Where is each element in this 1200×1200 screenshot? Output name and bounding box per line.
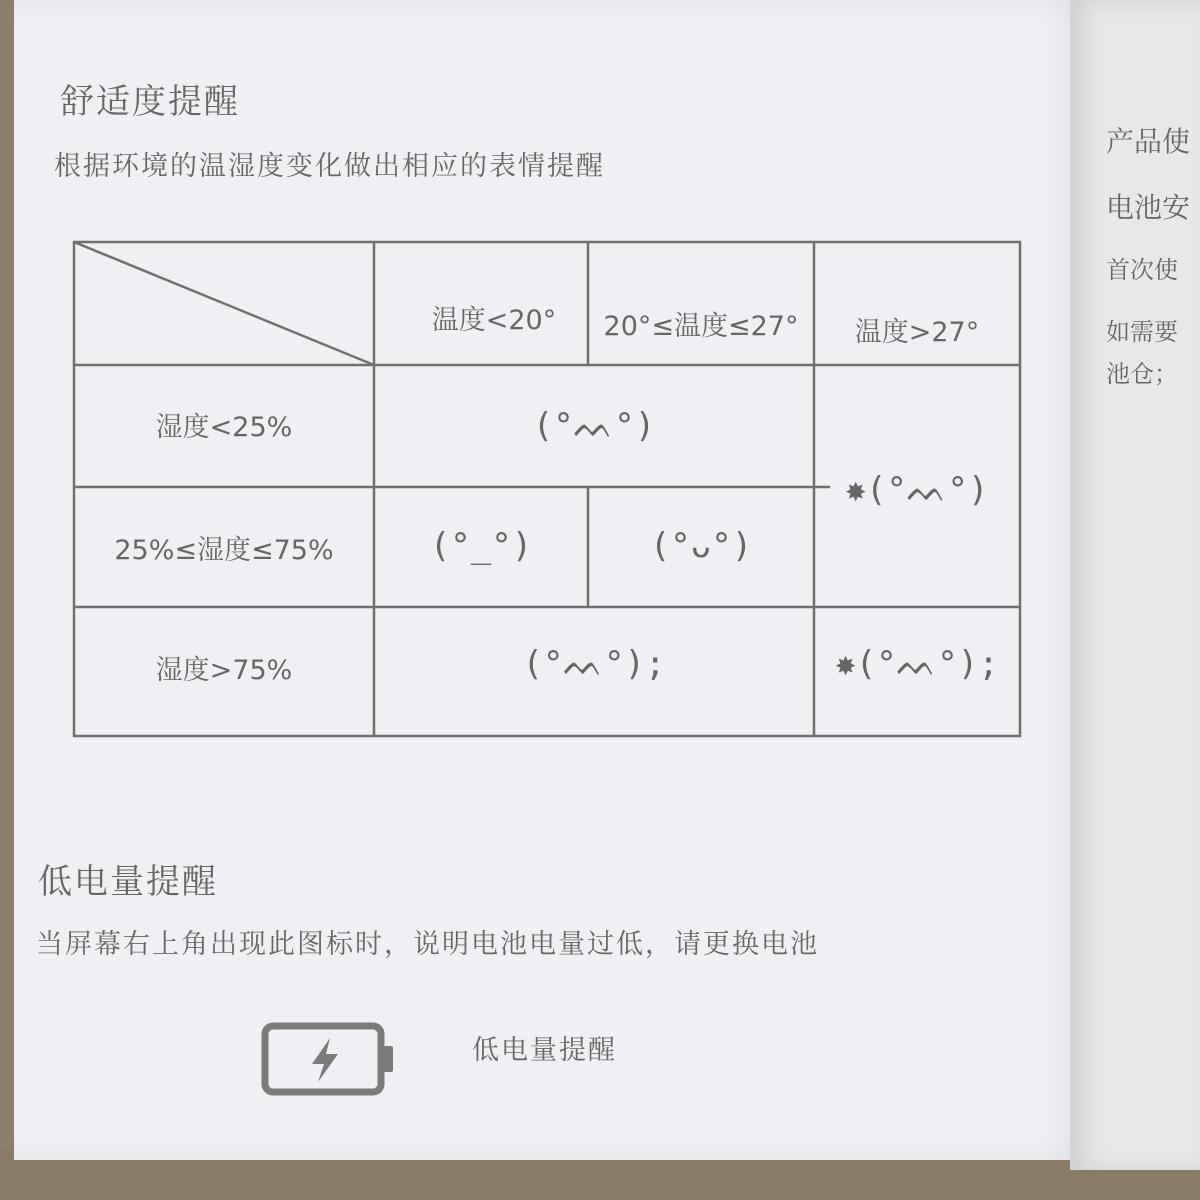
comfort-title: 舒适度提醒 xyxy=(60,82,240,122)
face-humid-sad: (°ᨓ°); xyxy=(522,644,666,684)
face-neutral: (°_°) xyxy=(429,526,533,566)
row-header-normal: 25%≤湿度≤75% xyxy=(114,535,334,566)
col-header-comfortable: 20°≤温度≤27° xyxy=(603,311,799,342)
next-page-line: 电池安 xyxy=(1106,191,1191,224)
row-header-humid: 湿度>75% xyxy=(155,655,293,686)
comfort-table-grid xyxy=(14,0,1082,1160)
face-hot-sad: ✸(°ᨓ°) xyxy=(845,470,989,510)
face-humid-hot-sad: ✸(°ᨓ°); xyxy=(835,644,999,684)
next-page-line: 池仓； xyxy=(1106,360,1178,388)
manual-page-right xyxy=(1070,0,1200,1170)
next-page-line: 首次使 xyxy=(1106,256,1178,284)
manual-page-left xyxy=(14,0,1082,1160)
comfort-description: 根据环境的温湿度变化做出相应的表情提醒 xyxy=(54,151,605,182)
face-happy: (°ᴗ°) xyxy=(649,526,753,566)
battery-icon-label: 低电量提醒 xyxy=(472,1035,617,1066)
low-battery-icon xyxy=(260,1020,400,1098)
next-page-line: 如需要 xyxy=(1106,318,1178,346)
battery-title: 低电量提醒 xyxy=(38,862,218,902)
next-page-line: 产品使 xyxy=(1106,125,1191,158)
battery-description: 当屏幕右上角出现此图标时，说明电池电量过低，请更换电池 xyxy=(36,929,819,960)
col-header-hot: 温度>27° xyxy=(854,317,980,348)
col-header-cool: 温度<20° xyxy=(431,305,557,336)
row-header-dry: 湿度<25% xyxy=(155,412,293,443)
face-dry-sad: (°ᨓ°) xyxy=(532,406,656,446)
